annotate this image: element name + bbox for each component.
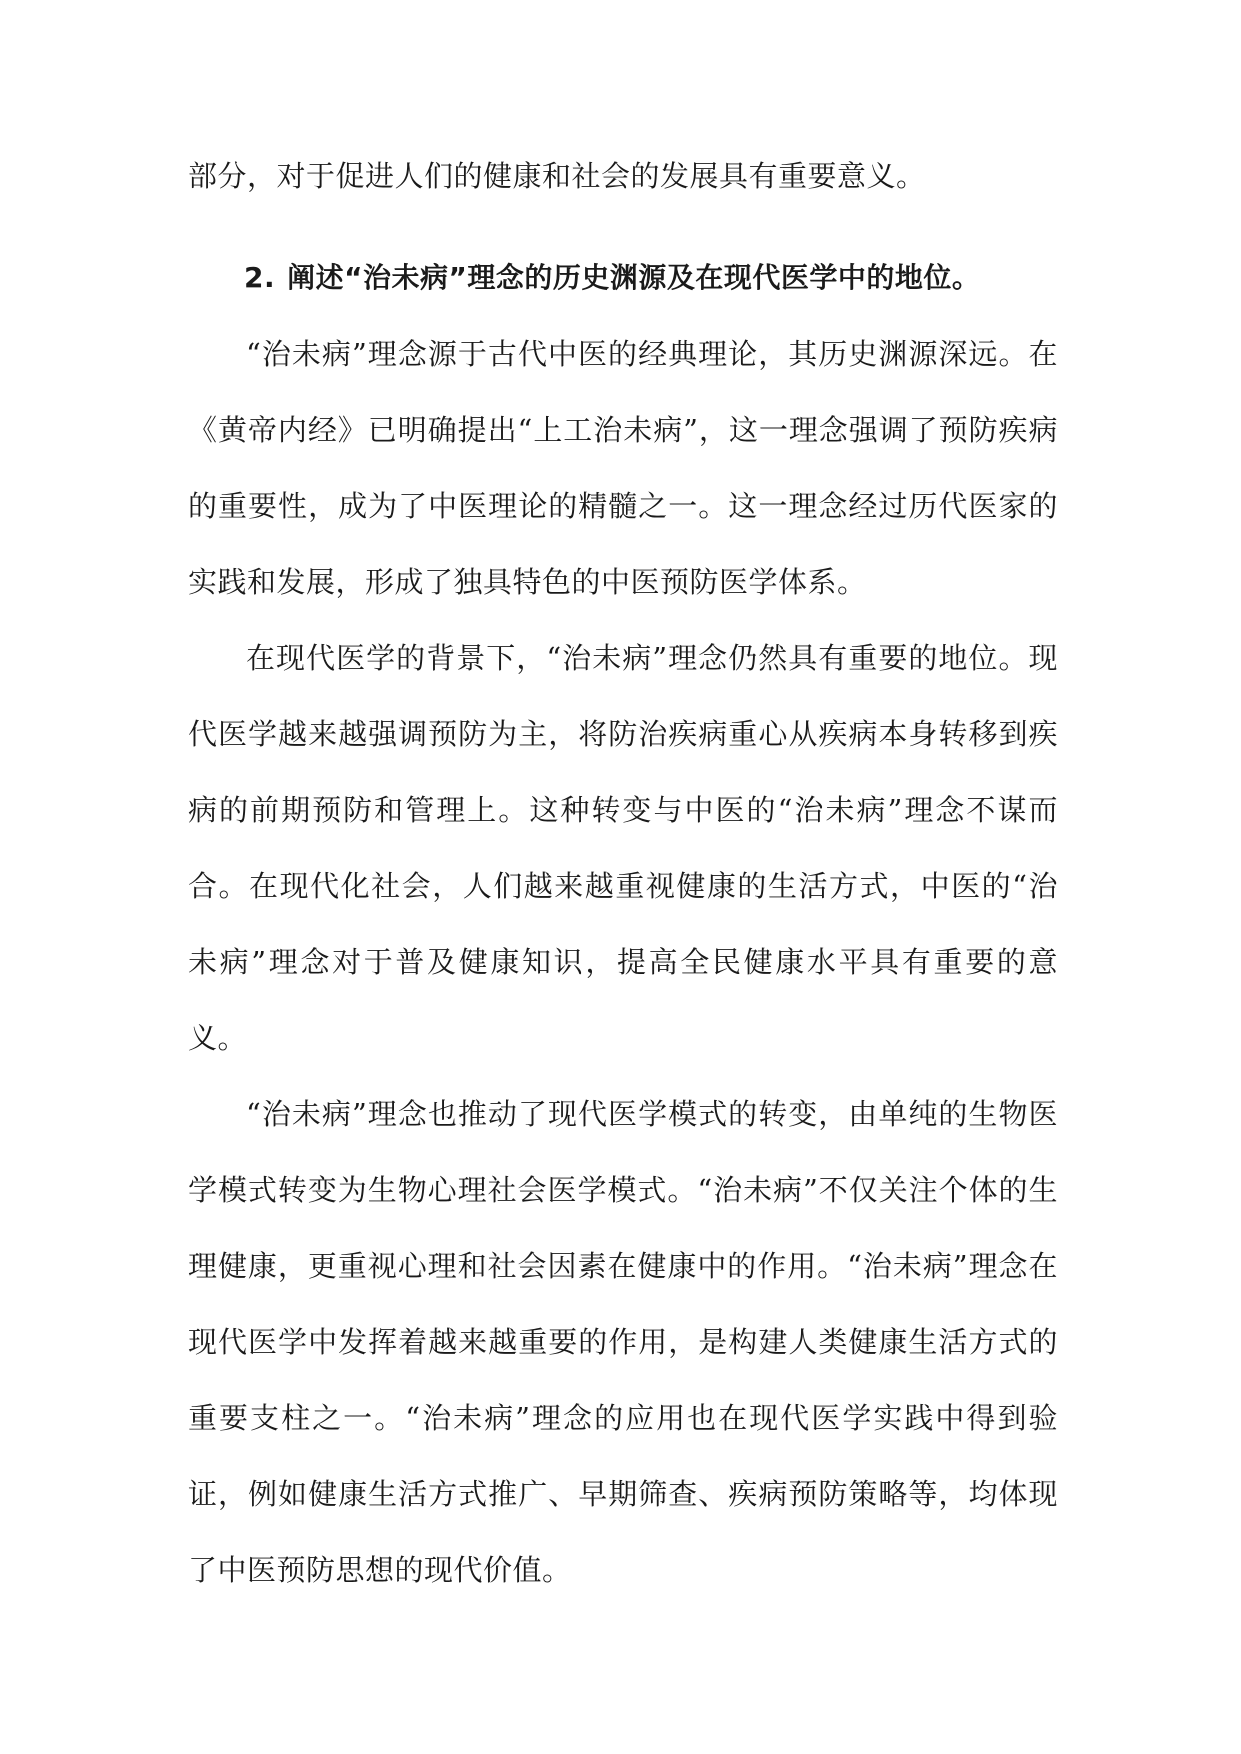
paragraph-medical-model: “治未病”理念也推动了现代医学模式的转变，由单纯的生物医学模式转变为生物心理社会医学模式。“治未病”不仅关注个体的生理健康，更重视心理和社会因素在健康中的作用。“治未病”理念在现代医学中发挥着越来越重要的作用，是构建人类健康生活方式的重要支柱之一。“治未病”理念的应用也在现代医学实践中得到验证，例如健康生活方式推广、早期筛查、疾病预防策略等，均体现了中医预防思想的现代价值。	[188, 1097, 1058, 1587]
section-heading	[188, 240, 1058, 316]
paragraph-history: “治未病”理念源于古代中医的经典理论，其历史渊源深远。在《黄帝内经》已明确提出“上工治未病”，这一理念强调了预防疾病的重要性，成为了中医理论的精髓之一。这一理念经过历代医家的实践和发展，形成了独具特色的中医预防医学体系。	[188, 337, 1058, 599]
section-number: 2.	[244, 261, 276, 294]
continuation-paragraph: 部分，对于促进人们的健康和社会的发展具有重要意义。	[188, 159, 926, 193]
paragraph-modern-status: 在现代医学的背景下，“治未病”理念仍然具有重要的地位。现代医学越来越强调预防为主，将防治疾病重心从疾病本身转移到疾病的前期预防和管理上。这种转变与中医的“治未病”理念不谋而合。在现代化社会，人们越来越重视健康的生活方式，中医的“治未病”理念对于普及健康知识，提高全民健康水平具有重要的意义。	[188, 641, 1058, 1055]
section-title: 阐述“治未病”理念的历史渊源及在现代医学中的地位。	[287, 261, 981, 294]
document-body	[188, 138, 1058, 1608]
